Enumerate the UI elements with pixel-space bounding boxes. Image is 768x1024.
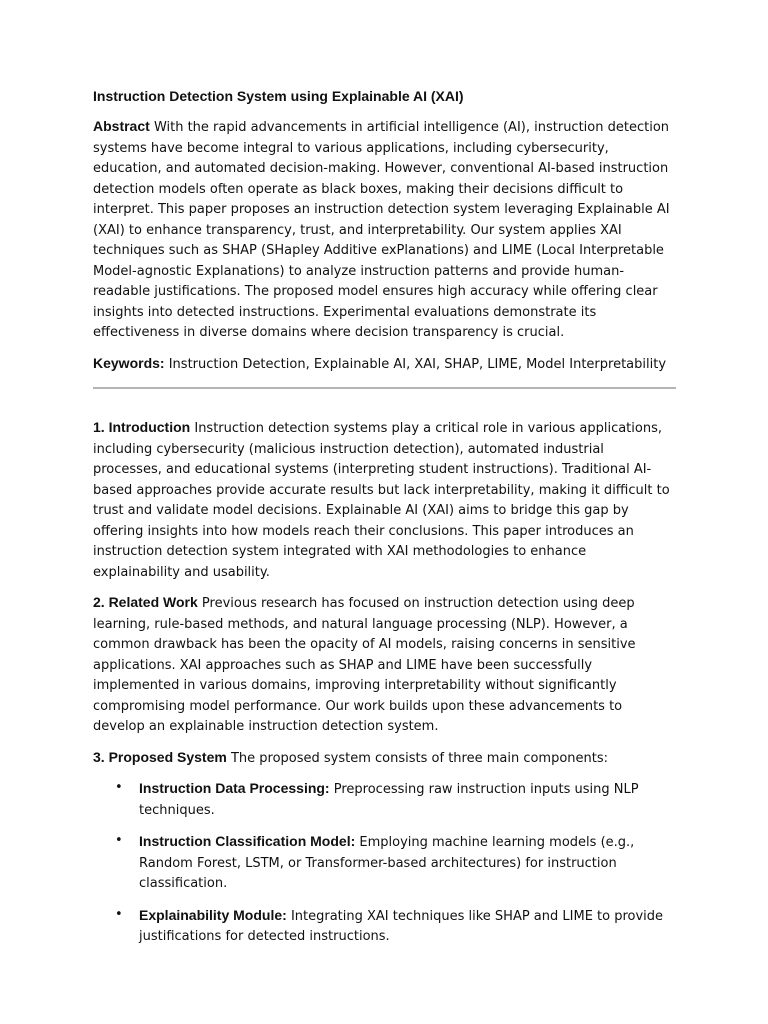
- related-work-text: Previous research has focused on instruction detection using deep learning, rule-based methods, and natural language processing (NLP). However, a common drawback has been the opacity of AI models, raising concerns in sensitive applications. XAI approaches such as SHAP and LIME have been successfully implemented in various domains, improving interpretability without significantly compromising model performance. Our work builds upon these advancements to develop an explainable instruction detection system.: [93, 596, 636, 734]
- component-text: Preprocessing raw instruction inputs using NLP techniques.: [139, 782, 639, 818]
- bullet-icon: •: [115, 833, 123, 848]
- components-list: [93, 778, 676, 948]
- component-text: Employing machine learning models (e.g., Random Forest, LSTM, or Transformer-based architectures) for instruction classification.: [139, 835, 635, 891]
- component-text: Integrating XAI techniques like SHAP and LIME to provide justifications for detected instructions.: [139, 908, 664, 944]
- bullet-icon: •: [115, 906, 123, 922]
- section-divider: [93, 387, 676, 389]
- proposed-system-heading: 3. Proposed System: [93, 748, 227, 765]
- list-item: [93, 905, 676, 948]
- keywords-text: Instruction Detection, Explainable AI, XAI, SHAP, LIME, Model Interpretability: [168, 356, 667, 372]
- introduction-paragraph: [93, 417, 676, 583]
- list-item: [93, 831, 676, 895]
- component-heading: Instruction Classification Model:: [139, 833, 356, 849]
- bullet-icon: •: [115, 780, 123, 795]
- abstract-paragraph: [93, 116, 676, 344]
- abstract-heading: Abstract: [93, 118, 150, 134]
- abstract-text: With the rapid advancements in artificial intelligence (AI), instruction detection systems have become integral to various applications, including cybersecurity, education, and automated decision-making. However, conventional AI-based instruction detection models often operate as black boxes, making their decisions difficult to interpret. This paper proposes an instruction detection system leveraging Explainable AI (XAI) to enhance transparency, trust, and interpretability. Our system applies XAI techniques such as SHAP (SHapley Additive exPlanations) and LIME (Local Interpretable Model-agnostic Explanations) to analyze instruction patterns and provide human-readable justifications. The proposed model ensures high accuracy while offering clear insights into detected instructions. Experimental evaluations demonstrate its effectiveness in diverse domains where decision transparency is crucial.: [93, 120, 670, 340]
- list-item: [93, 778, 676, 821]
- introduction-heading: 1. Introduction: [93, 419, 191, 435]
- component-heading: Explainability Module:: [139, 906, 287, 923]
- proposed-system-text: The proposed system consists of three main components:: [230, 750, 609, 766]
- related-work-heading: 2. Related Work: [93, 594, 198, 610]
- keywords-heading: Keywords:: [93, 354, 165, 371]
- component-heading: Instruction Data Processing:: [139, 780, 330, 796]
- document-title: Instruction Detection System using Explainable AI (XAI): [93, 88, 464, 104]
- keywords-paragraph: [93, 353, 676, 376]
- related-work-paragraph: [93, 592, 676, 738]
- introduction-text: Instruction detection systems play a critical role in various applications, including cybersecurity (malicious instruction detection), automated industrial processes, and educational systems (interpreting student instructions). Traditional AI-based approaches provide accurate results but lack interpretability, making it difficult to trust and validate model decisions. Explainable AI (XAI) aims to bridge this gap by offering insights into how models reach their conclusions. This paper introduces an instruction detection system integrated with XAI methodologies to enhance explainability and usability.: [93, 421, 670, 580]
- proposed-system-paragraph: [93, 747, 676, 770]
